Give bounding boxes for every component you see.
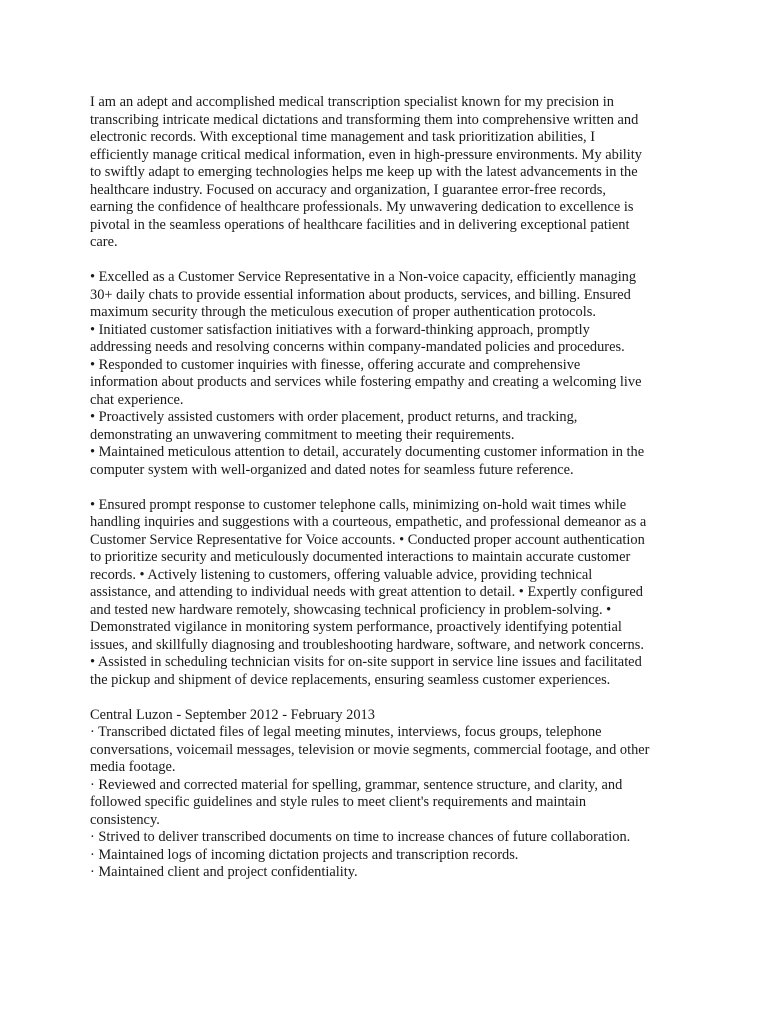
- experience-line: records. • Actively listening to customers, offering valuable advice, providing technical: [90, 566, 593, 583]
- summary-line: electronic records. With exceptional time management and task prioritization abilities, I: [90, 129, 596, 145]
- experience-line: Demonstrated vigilance in monitoring system performance, proactively identifying potential: [90, 619, 622, 635]
- experience-line: information about products and services while fostering empathy and creating a welcoming live: [90, 374, 642, 390]
- duty-line: · Maintained client and project confidentiality.: [90, 864, 358, 880]
- experience-line: Customer Service Representative for Voice accounts. • Conducted proper account authentication: [90, 531, 645, 548]
- duty-line: · Strived to deliver transcribed documents on time to increase chances of future collaboration.: [90, 829, 631, 845]
- summary-line: healthcare industry. Focused on accuracy and organization, I guarantee error-free records,: [90, 181, 606, 198]
- summary-paragraph: [90, 94, 690, 252]
- experience-line: • Initiated customer satisfaction initiatives with a forward-thinking approach, promptly: [90, 321, 590, 338]
- experience-line: • Assisted in scheduling technician visits for on-site support in service line issues and facilitated: [90, 654, 642, 670]
- experience-line: maximum security through the meticulous execution of proper authentication protocols.: [90, 304, 596, 320]
- experience-line: • Maintained meticulous attention to detail, accurately documenting customer information in the: [90, 444, 645, 460]
- duty-line: · Maintained logs of incoming dictation projects and transcription records.: [90, 846, 519, 863]
- experience-line: demonstrating an unwavering commitment to meeting their requirements.: [90, 426, 515, 443]
- duty-line: · Reviewed and corrected material for spelling, grammar, sentence structure, and clarity, and: [90, 776, 623, 793]
- duty-line: media footage.: [90, 759, 176, 775]
- duty-line: · Transcribed dictated files of legal meeting minutes, interviews, focus groups, telephone: [90, 724, 602, 740]
- experience-line: 30+ daily chats to provide essential information about products, services, and billing. Ensured: [90, 286, 631, 303]
- duty-line: consistency.: [90, 811, 160, 828]
- duty-line: conversations, voicemail messages, television or movie segments, commercial footage, and other: [90, 741, 650, 758]
- experience-line: computer system with well-organized and dated notes for seamless future reference.: [90, 461, 574, 478]
- experience-line: and tested new hardware remotely, showcasing technical proficiency in problem-solving. •: [90, 601, 612, 618]
- experience-line: chat experience.: [90, 391, 184, 408]
- summary-line: to swiftly adapt to emerging technologies helps me keep up with the latest advancements in the: [90, 164, 638, 180]
- voice-experience-list: [90, 497, 690, 690]
- experience-line: addressing needs and resolving concerns within company-mandated policies and procedures.: [90, 339, 625, 355]
- resume-page: [90, 94, 690, 882]
- summary-line: I am an adept and accomplished medical transcription specialist known for my precision in: [90, 94, 614, 110]
- experience-line: issues, and skillfully diagnosing and troubleshooting hardware, software, and network concerns.: [90, 636, 644, 653]
- experience-line: • Proactively assisted customers with order placement, product returns, and tracking,: [90, 409, 578, 425]
- duty-line: followed specific guidelines and style rules to meet client's requirements and maintain: [90, 794, 587, 810]
- paragraph-spacer: [90, 689, 690, 707]
- job-heading: Central Luzon - September 2012 - February 2013: [90, 706, 375, 723]
- paragraph-spacer: [90, 252, 690, 270]
- summary-line: efficiently manage critical medical information, even in high-pressure environments. My ability: [90, 146, 643, 163]
- summary-line: earning the confidence of healthcare professionals. My unwavering dedication to excellence is: [90, 199, 634, 215]
- nonvoice-experience-list: [90, 269, 690, 479]
- summary-line: care.: [90, 234, 118, 250]
- experience-line: • Responded to customer inquiries with finesse, offering accurate and comprehensive: [90, 356, 581, 373]
- experience-line: assistance, and attending to individual needs with great attention to detail. • Expertly configured: [90, 584, 643, 600]
- paragraph-spacer: [90, 479, 690, 497]
- experience-line: the pickup and shipment of device replacements, ensuring seamless customer experiences.: [90, 671, 611, 688]
- summary-line: pivotal in the seamless operations of healthcare facilities and in delivering exceptional patient: [90, 216, 630, 233]
- experience-line: handling inquiries and suggestions with a courteous, empathetic, and professional demeanor as a: [90, 514, 647, 530]
- transcription-experience: [90, 707, 690, 882]
- experience-line: • Excelled as a Customer Service Representative in a Non-voice capacity, efficiently managing: [90, 269, 637, 285]
- experience-line: to prioritize security and meticulously documented interactions to maintain accurate customer: [90, 549, 631, 565]
- experience-line: • Ensured prompt response to customer telephone calls, minimizing on-hold wait times while: [90, 496, 627, 513]
- summary-line: transcribing intricate medical dictations and transforming them into comprehensive written and: [90, 111, 639, 128]
